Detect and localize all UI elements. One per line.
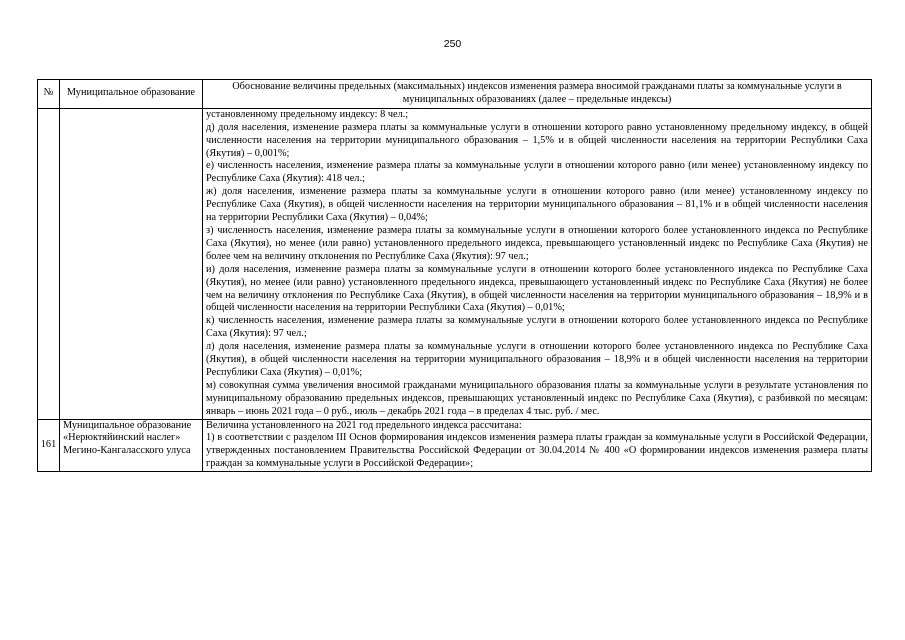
header-justification: Обоснование величины предельных (максимальных) индексов изменения размера вносимой гражданами платы за коммунальные услуги в муниципальных образованиях (далее – предельные индексы)	[203, 80, 872, 109]
cell-justification-continued	[203, 108, 872, 419]
cell-justification	[203, 419, 872, 472]
table-header-row	[38, 80, 872, 109]
table-row-continued	[38, 108, 872, 419]
text-paragraph: и) доля населения, изменение размера платы за коммунальные услуги в отношении которого более установленного индекса по Республике Саха (Якутия), но менее (или равно) установленного предельного индекса, превышающего установленный индекс по Республике Саха (Якутия) не более чем на величину отклонения по Республике Саха (Якутия), в общей численности населения на территории муниципального образования – 18,9% и в общей численности населения на территории Республики Саха (Якутия) – 0,01%;	[206, 263, 868, 314]
text-paragraph: установленному предельному индексу: 8 чел.;	[206, 108, 409, 120]
text-paragraph: е) численность населения, изменение размера платы за коммунальные услуги в отношении которого равно (или менее) установленному индексу по Республике Саха (Якутия): 418 чел.;	[206, 160, 868, 185]
text-paragraph: к) численность населения, изменение размера платы за коммунальные услуги в отношении которого более установленного индекса по Республике Саха (Якутия): 97 чел.;	[206, 315, 868, 340]
text-paragraph: 1) в соответствии с разделом III Основ формирования индексов изменения размера платы граждан за коммунальные услуги в Российской Федерации, утвержденных постановлением Правительства Российской Федерации от 30.04.2014 № 400 «О формировании индексов изменения размера платы граждан за коммунальные услуги в Российской Федерации»;	[206, 432, 868, 470]
text-paragraph: ж) доля населения, изменение размера платы за коммунальные услуги в отношении которого равно (или менее) установленному индексу по Республике Саха (Якутия), в общей численности населения на территории муниципального образования – 81,1% и в общей численности населения на территории Республики Саха (Якутия) – 0,04%;	[206, 186, 868, 224]
cell-number: 161	[38, 419, 60, 472]
text-paragraph: з) численность населения, изменение размера платы за коммунальные услуги в отношении которого более установленного индекса по Республике Саха (Якутия), но менее (или равно) установленного предельного индекса, превышающего установленный индекс по Республике Саха (Якутия) не более чем на величину отклонения по Республике Саха (Якутия): 97 чел.;	[206, 224, 868, 262]
cell-municipality: Муниципальное образование «Нерюктяйинский наслег» Мегино-Кангаласского улуса	[60, 419, 203, 472]
text-paragraph: Величина установленного на 2021 год предельного индекса рассчитана:	[206, 419, 522, 431]
cell-number-empty	[38, 108, 60, 419]
header-number: №	[38, 80, 60, 109]
page-number: 250	[443, 38, 462, 50]
table-row-161	[38, 419, 872, 472]
text-paragraph: д) доля населения, изменение размера платы за коммунальные услуги в отношении которого равно установленному предельному индексу, в общей численности населения на территории муниципального образования – 1,5% и в общей численности населения на территории Республики Саха (Якутия) – 0,001%;	[206, 121, 868, 159]
text-paragraph: л) доля населения, изменение размера платы за коммунальные услуги в отношении которого более установленного индекса по Республике Саха (Якутия), в общей численности населения на территории муниципального образования – 18,9% и в общей численности населения на территории Республики Саха (Якутия) – 0,01%;	[206, 341, 868, 378]
cell-municipality-empty	[60, 108, 203, 419]
indices-table	[37, 79, 872, 472]
text-paragraph: м) совокупная сумма увеличения вносимой гражданами муниципального образования платы за коммунальные услуги в результате установления по муниципальному образованию предельных индексов, превышающих установленный индекс по Республике Саха (Якутия), с разбивкой по месяцам: январь – июнь 2021 года – 0 руб., июль – декабрь 2021 года – в пределах 4 тыс. руб. / мес.	[206, 379, 868, 417]
header-municipality: Муниципальное образование	[60, 80, 203, 109]
